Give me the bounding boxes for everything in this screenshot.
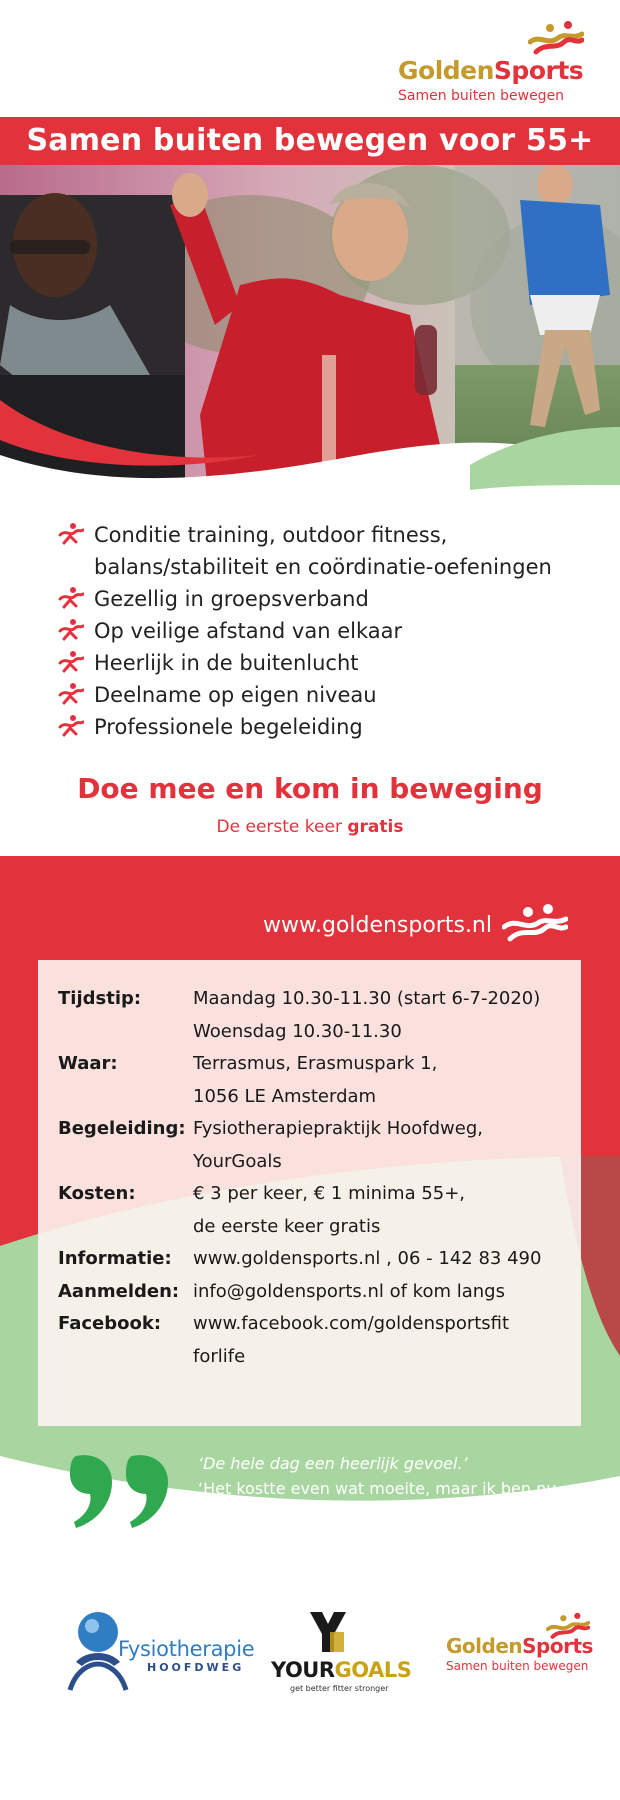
runner-icon xyxy=(58,523,84,545)
list-item: Op veilige afstand van elkaar xyxy=(58,615,598,647)
info-label: Facebook: xyxy=(58,1313,162,1334)
fysio-logo-name: Fysiotherapie xyxy=(118,1637,255,1661)
list-item: Conditie training, outdoor fitness, xyxy=(58,519,598,551)
info-label: Kosten: xyxy=(58,1183,136,1204)
info-value xyxy=(193,1048,541,1113)
call-to-action: Doe mee en kom in beweging xyxy=(77,772,543,805)
title-banner xyxy=(0,117,620,165)
page-title: Samen buiten bewegen voor 55+ xyxy=(26,123,594,158)
info-value-line: de eerste keer gratis xyxy=(193,1215,381,1237)
info-value-line: www.facebook.com/goldensportsfit xyxy=(193,1313,510,1334)
feature-list xyxy=(58,519,598,743)
list-item: Professionele begeleiding xyxy=(58,711,598,743)
fysio-logo-sub: HOOFDWEG xyxy=(147,1661,245,1674)
info-value xyxy=(193,1113,541,1178)
info-table xyxy=(58,983,541,1373)
list-item: Gezellig in groepsverband xyxy=(58,583,598,615)
quote-2-cont: blij dat ik in beweging ben gekomen!’ xyxy=(198,1504,501,1523)
runner-icon xyxy=(58,587,84,609)
info-label: Waar: xyxy=(58,1053,118,1074)
info-value-line: Woensdag 10.30-11.30 xyxy=(193,1020,402,1042)
runner-figures-icon xyxy=(502,903,568,943)
runner-icon xyxy=(58,651,84,673)
info-value-line: 1056 LE Amsterdam xyxy=(193,1085,377,1107)
quote-2: ‘Het kostte even wat moeite, maar ik ben nu xyxy=(198,1479,557,1498)
info-row xyxy=(58,1243,541,1276)
website-link[interactable]: www.goldensports.nl xyxy=(262,913,492,938)
runner-icon xyxy=(58,619,84,641)
testimonials xyxy=(198,1451,578,1551)
yourgoals-logo-name: YOURGOALS xyxy=(271,1658,412,1682)
brand-tagline: Samen buiten bewegen xyxy=(398,88,565,104)
info-row xyxy=(58,1113,541,1178)
hero-photo xyxy=(0,165,620,511)
list-item-continuation: balans/stabiliteit en coördinatie-oefeningen xyxy=(94,555,552,579)
info-value-line: Terrasmus, Erasmuspark 1, xyxy=(193,1053,438,1074)
brand-name: GoldenSports xyxy=(398,56,584,85)
list-item: Heerlijk in de buitenlucht xyxy=(58,647,598,679)
info-value xyxy=(193,1308,541,1373)
info-label: Begeleiding: xyxy=(58,1118,186,1139)
info-value xyxy=(193,983,541,1048)
runner-icon xyxy=(58,683,84,705)
goldensports-footer-logo: GoldenSports Samen buiten bewegen xyxy=(446,1634,593,1673)
quote-1: ‘De hele dag een heerlijk gevoel.’ xyxy=(198,1454,468,1473)
quote-3: ‘Gezellig om met een groep te sporten.’ xyxy=(198,1529,519,1548)
runner-figures-icon xyxy=(546,1612,590,1640)
info-row xyxy=(58,1178,541,1243)
yourgoals-logo-icon xyxy=(308,1612,348,1656)
call-to-action-sub: De eerste keer gratis xyxy=(216,817,404,837)
info-row xyxy=(58,1308,541,1373)
info-row xyxy=(58,1048,541,1113)
info-label: Tijdstip: xyxy=(58,988,142,1009)
info-value-line: € 3 per keer, € 1 minima 55+, xyxy=(193,1183,466,1204)
runner-icon xyxy=(58,715,84,737)
info-value-line: Maandag 10.30-11.30 (start 6-7-2020) xyxy=(193,988,541,1009)
info-label: Informatie: xyxy=(58,1248,172,1269)
yourgoals-tagline: get better fitter stronger xyxy=(290,1684,389,1693)
list-item: Deelname op eigen niveau xyxy=(58,679,598,711)
info-value-line: Fysiotherapiepraktijk Hoofdweg, xyxy=(193,1118,483,1139)
info-value-line: YourGoals xyxy=(193,1150,282,1172)
info-row xyxy=(58,983,541,1048)
info-value-line: info@goldensports.nl of kom langs xyxy=(193,1280,505,1302)
info-value xyxy=(193,1243,541,1276)
info-value-line: forlife xyxy=(193,1345,246,1367)
quote-mark-icon xyxy=(70,1452,174,1530)
info-value xyxy=(193,1178,541,1243)
info-row xyxy=(58,1276,541,1309)
info-label: Aanmelden: xyxy=(58,1280,180,1302)
runner-figures-icon xyxy=(528,20,584,56)
info-value xyxy=(193,1276,541,1309)
info-value-line: www.goldensports.nl , 06 - 142 83 490 xyxy=(193,1248,542,1269)
